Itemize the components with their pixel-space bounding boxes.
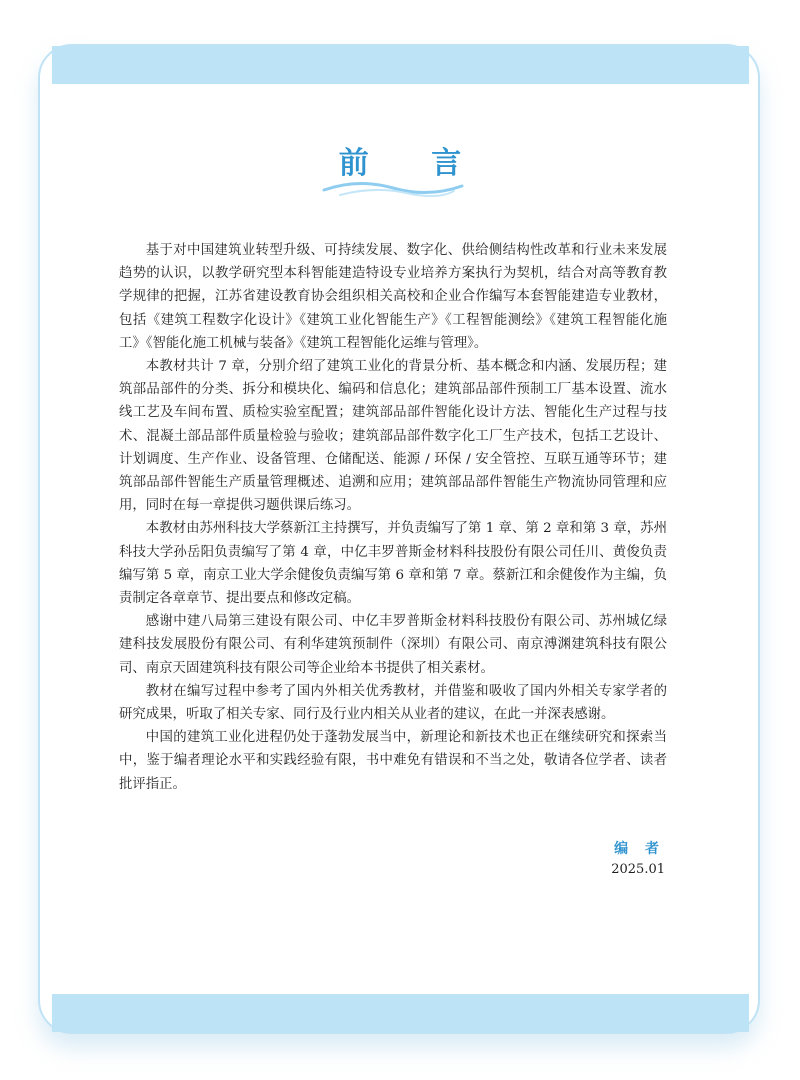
footer-band bbox=[52, 994, 749, 1032]
signature: 编 者 bbox=[614, 841, 665, 857]
paragraph: 基于对中国建筑业转型升级、可持续发展、数字化、供给侧结构性改革和行业未来发展趋势的认识，以教学研究型本科智能建造特设专业培养方案执行为契机，结合对高等教育教学规律的把握，江苏省建设教育协会组织相关高校和企业合作编写本套智能建造专业教材，包括《建筑工程数字化设计》《建筑工业化智能生产》《工程智能测绘》《建筑工程智能化施工》《智能化施工机械与装备》《建筑工程智能化运维与管理》。 bbox=[119, 243, 667, 351]
paragraph: 本教材共计 7 章，分别介绍了建筑工业化的背景分析、基本概念和内涵、发展历程；建筑部品部件的分类、拆分和模块化、编码和信息化；建筑部品部件预制工厂基本设置、流水线工艺及车间布置、质检实验室配置；建筑部品部件智能化设计方法、智能化生产过程与技术、混凝土部品部件质量检验与验收；建筑部品部件数字化工厂生产技术，包括工艺设计、计划调度、生产作业、设备管理、仓储配送、能源 / 环保 / 安全管控、互联互通等环节；建筑部品部件智能生产质量管理概述、追溯和应用；建筑部品部件智能生产物流协同管理和应用，同时在每一章提供习题供课后练习。 bbox=[119, 359, 667, 514]
header-band bbox=[52, 46, 749, 84]
paragraph: 教材在编写过程中参考了国内外相关优秀教材，并借鉴和吸收了国内外相关专家学者的研究成果，听取了相关专家、同行及行业内相关从业者的建议，在此一并深表感谢。 bbox=[119, 683, 667, 723]
paragraph: 中国的建筑工业化进程仍处于蓬勃发展当中，新理论和新技术也正在继续研究和探索当中，鉴于编者理论水平和实践经验有限，书中难免有错误和不当之处，敬请各位学者、读者批评指正。 bbox=[119, 730, 667, 792]
wave-ornament-icon bbox=[318, 176, 468, 200]
paragraph: 本教材由苏州科技大学蔡新江主持撰写，并负责编写了第 1 章、第 2 章和第 3 章，苏州科技大学孙岳阳负责编写了第 4 章，中亿丰罗普斯金材料科技股份有限公司任川、黄俊负责编写第 5 章，南京工业大学余健俊负责编写第 6 章和第 7 章。蔡新江和余健俊作为主编，负责制定各章章节、提出要点和修改定稿。 bbox=[119, 521, 667, 607]
preface-body bbox=[119, 239, 667, 796]
page-title: 前 言 bbox=[338, 146, 488, 181]
paragraph: 感谢中建八局第三建设有限公司、中亿丰罗普斯金材料科技股份有限公司、苏州城亿绿建科技发展股份有限公司、有利华建筑预制件（深圳）有限公司、南京溥渊建筑科技有限公司、南京天固建筑科技有限公司等企业给本书提供了相关素材。 bbox=[119, 614, 667, 676]
date: 2025.01 bbox=[611, 862, 665, 877]
